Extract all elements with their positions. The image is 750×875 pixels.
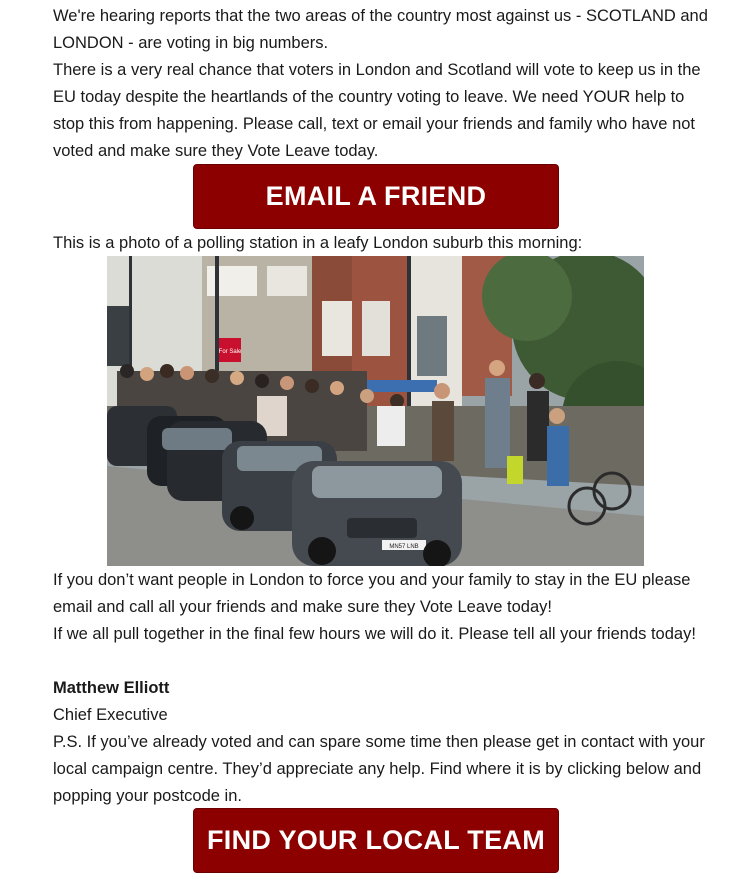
intro-line1: We're hearing reports that the two areas of the country most against us - SCOTLAND and LONDON - are voting in big numbers.: [53, 7, 708, 52]
signature-title: Chief Executive: [53, 706, 168, 724]
photo-caption: This is a photo of a polling station in a leafy London suburb this morning:: [53, 234, 583, 252]
polling-station-photo: [107, 256, 644, 566]
email-a-friend-button[interactable]: EMAIL A FRIEND: [193, 164, 559, 229]
for-sale-sign: For Sale: [218, 349, 242, 355]
find-your-local-team-button[interactable]: FIND YOUR LOCAL TEAM: [193, 808, 559, 873]
signature-name: Matthew Elliott: [53, 679, 170, 697]
body-para1: If you don’t want people in London to force you and your family to stay in the EU please email and call all your friends and make sure they Vote Leave today!: [53, 571, 691, 616]
car-number-plate: MN57 LNB: [389, 544, 419, 550]
intro-line2: There is a very real chance that voters in London and Scotland will vote to keep us in the EU today despite the heartlands of the country voting to leave. We need YOUR help to stop this from happening. Please call, text or email your friends and family who have not voted and make sure they Vote Leave today.: [53, 61, 701, 160]
postscript: P.S. If you’ve already voted and can spare some time then please get in contact with your local campaign centre. They’d appreciate any help. Find where it is by clicking below and popping your postcode in.: [53, 733, 705, 805]
body-para2: If we all pull together in the final few hours we will do it. Please tell all your friends today!: [53, 625, 696, 643]
